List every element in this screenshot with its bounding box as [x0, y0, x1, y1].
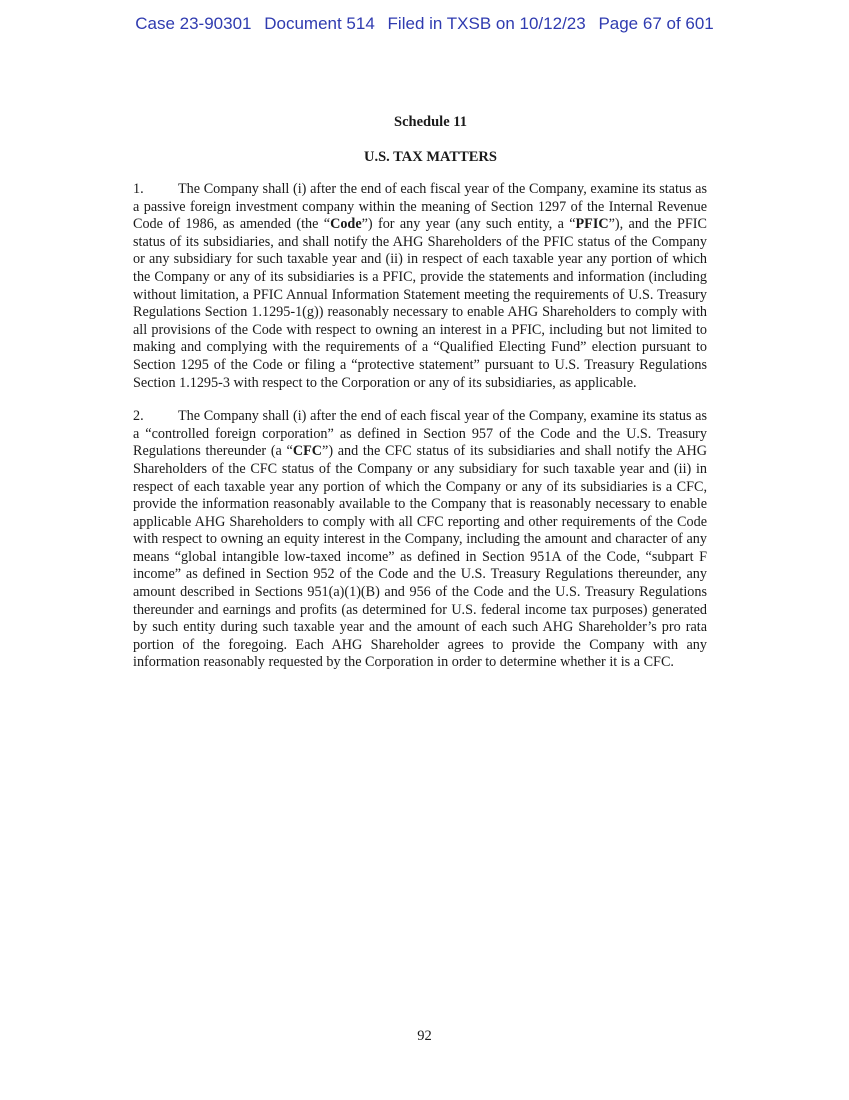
defined-term-cfc: CFC — [292, 443, 323, 460]
section-title: U.S. TAX MATTERS — [364, 149, 497, 165]
paragraph-number: 1. — [133, 181, 144, 197]
document-body — [133, 181, 707, 688]
court-filing-header — [0, 14, 849, 34]
paragraph-text: ”) and the CFC status of its subsidiaries and shall notify the AHG Shareholders of the CFC status of the Company or any subsidiary for such taxable year and (ii) in respect of each taxable year any portion of which the Company or any of its subsidiaries is a CFC, provide the information reasonably available to the Company that is reasonably necessary to enable applicable AHG Shareholders to comply with all CFC reporting and other requirements of the Code with respect to owning an equity interest in the Company, including the amount and character of any means “global intangible low-taxed income” as defined in Section 951A of the Code, “subpart F income” as defined in Section 952 of the Code and the U.S. Treasury Regulations thereunder, any amount described in Sections 951(a)(1)(B) and 956 of the Code and the U.S. Treasury Regulations thereunder and earnings and profits (as determined for U.S. federal income tax purposes) generated by such entity during such taxable year and the amount of each such AHG Shareholder’s pro rata portion of the foregoing. Each AHG Shareholder agrees to provide the Company with any information reasonably requested by the Corporation in order to determine whether it is a CFC. — [133, 443, 707, 671]
paragraph-text: The Company shall (i) after the end of each fiscal year of the Company, examine its status as a passive foreign investment company within the meaning of Section 1297 of the Internal Revenue Code of 1986, as amended (the “ — [133, 181, 707, 233]
defined-term-code: Code — [330, 216, 362, 233]
paragraph-text: ”), and the PFIC status of its subsidiaries, and shall notify the AHG Shareholders of the PFIC status of the Company or any subsidiary for such taxable year and (ii) in respect of each taxable year any portion of which the Company or any of its subsidiaries is a PFIC, provide the statements and information (including without limitation, a PFIC Annual Information Statement meeting the requirements of U.S. Treasury Regulations Section 1.1295-1(g)) reasonably necessary to enable AHG Shareholders to comply with all provisions of the Code with respect to owning an interest in a PFIC, including but not limited to making and complying with the requirements of a “Qualified Electing Fund” election pursuant to Section 1295 of the Code or filing a “protective statement” pursuant to U.S. Treasury Regulations Section 1.1295-3 with respect to the Corporation or any of its subsidiaries, as applicable. — [133, 216, 707, 391]
paragraph-1 — [133, 181, 707, 392]
paragraph-number: 2. — [133, 408, 144, 425]
page-number: 92 — [417, 1028, 432, 1044]
schedule-title: Schedule 11 — [394, 114, 467, 130]
paragraph-text: ”) for any year (any such entity, a “ — [361, 216, 576, 233]
defined-term-pfic: PFIC — [575, 216, 609, 233]
case-number: Case 23-90301 — [135, 14, 252, 33]
document-number: Document 514 — [264, 14, 375, 33]
paragraph-2 — [133, 408, 707, 672]
paragraph-text: The Company shall (i) after the end of each fiscal year of the Company, examine its status as a “controlled foreign corporation” as defined in Section 957 of the Code and the U.S. Treasury Regulations thereunder (a “ — [133, 408, 707, 460]
page-info: Page 67 of 601 — [598, 14, 714, 33]
filing-info: Filed in TXSB on 10/12/23 — [387, 14, 586, 33]
